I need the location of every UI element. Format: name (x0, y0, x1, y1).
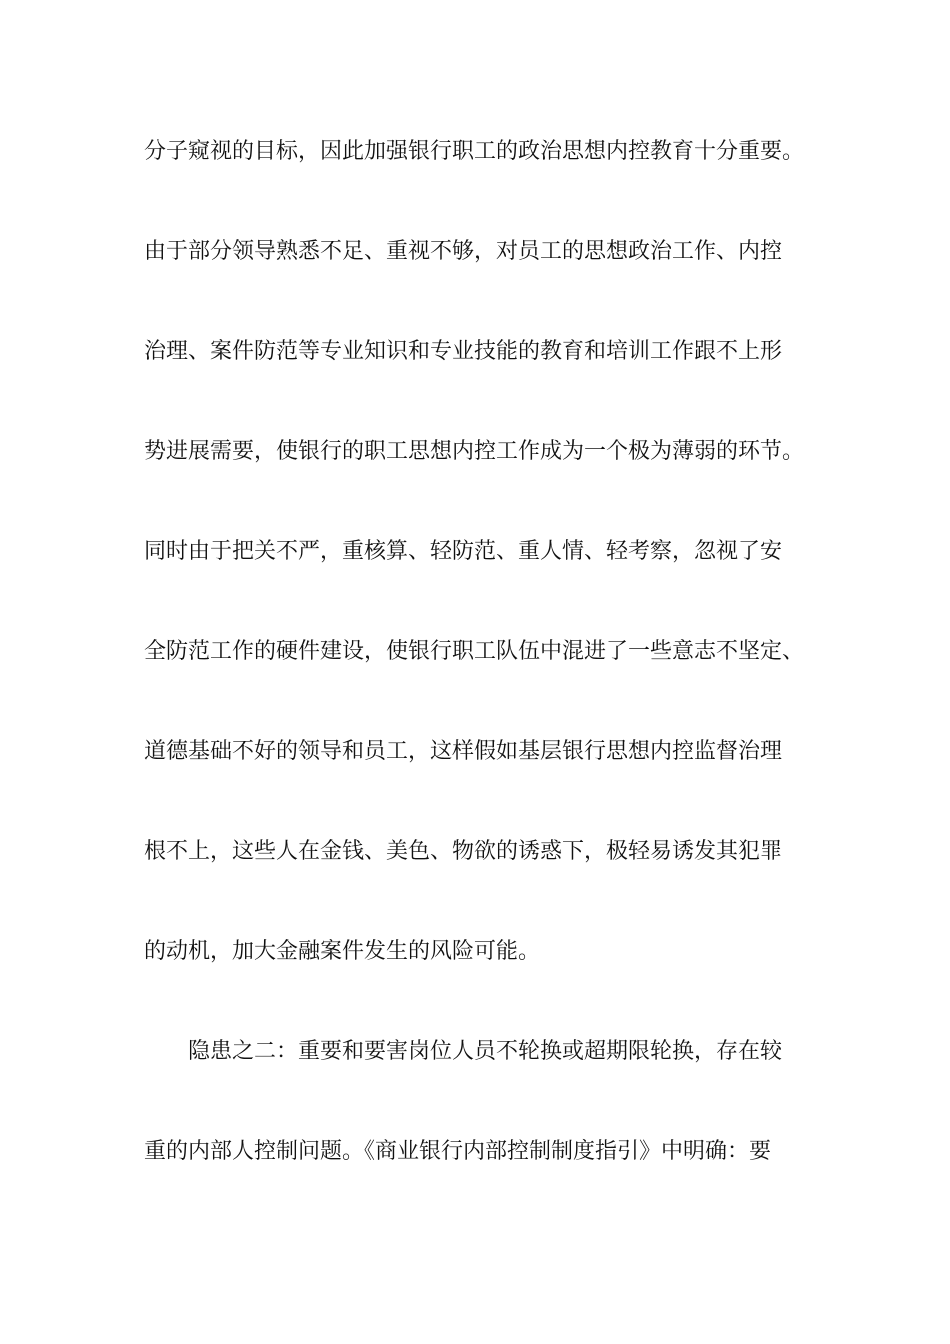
text-line: 由于部分领导熟悉不足、重视不够，对员工的思想政治工作、内控 (144, 239, 783, 264)
text-line: 的动机，加大金融案件发生的风险可能。 (144, 939, 541, 964)
text-line: 势进展需要，使银行的职工思想内控工作成为一个极为薄弱的环节。 (144, 439, 805, 464)
text-line: 治理、案件防范等专业知识和专业技能的教育和培训工作跟不上形 (144, 339, 783, 364)
paragraph-start-line: 隐患之二：重要和要害岗位人员不轮换或超期限轮换，存在较 (188, 1039, 783, 1064)
body-text (144, 128, 824, 1228)
text-line: 根不上，这些人在金钱、美色、物欲的诱惑下，极轻易诱发其犯罪 (144, 839, 783, 864)
text-line: 分子窥视的目标，因此加强银行职工的政治思想内控教育十分重要。 (144, 139, 805, 164)
text-line: 全防范工作的硬件建设，使银行职工队伍中混进了一些意志不坚定、 (144, 639, 805, 664)
text-line: 道德基础不好的领导和员工，这样假如基层银行思想内控监督治理 (144, 739, 783, 764)
text-line: 同时由于把关不严，重核算、轻防范、重人情、轻考察，忽视了安 (144, 539, 783, 564)
text-line: 重的内部人控制问题。《商业银行内部控制制度指引》中明确：要 (144, 1139, 772, 1164)
